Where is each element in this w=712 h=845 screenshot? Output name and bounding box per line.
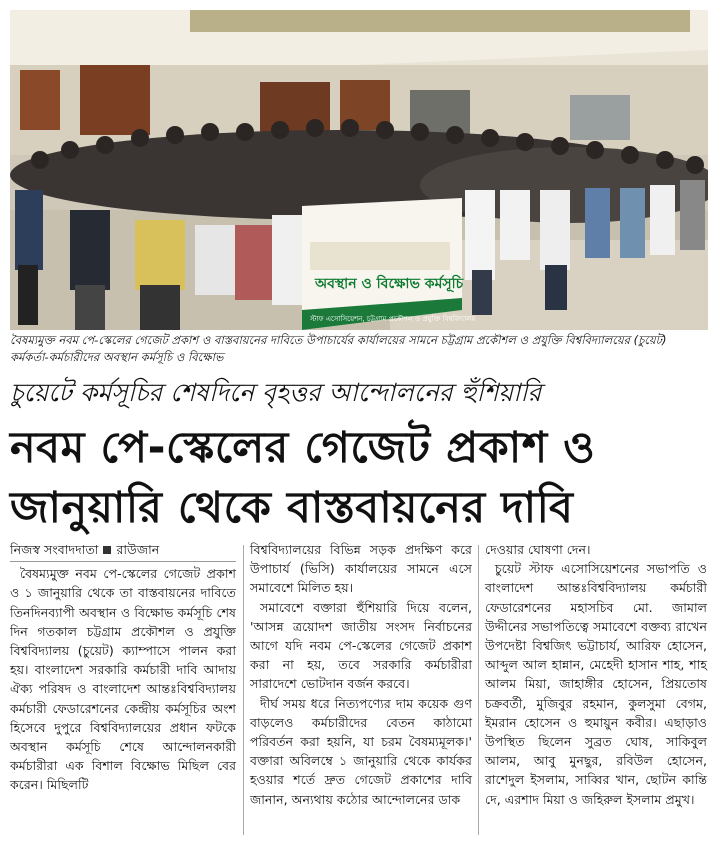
kicker-headline: চুয়েটে কর্মসূচির শেষদিনে বৃহত্তর আন্দোলনের হুঁশিয়ারি <box>10 378 542 407</box>
article-column-1 <box>10 540 236 795</box>
main-headline-line1: নবম পে-স্কেলের গেজেট প্রকাশ ও <box>10 423 596 473</box>
column-divider <box>243 545 244 835</box>
main-headline-line2: জানুয়ারি থেকে বাস্তবায়নের দাবি <box>10 483 574 533</box>
paragraph: দীর্ঘ সময় ধরে নিত্যপণ্যের দাম কয়েক গুণ বাড়লেও কর্মচারীদের বেতন কাঠামো পরিবর্তন করা হয়নি, যা চরম বৈষম্যমূলক।' বক্তারা অবিলম্বে ১ জানুয়ারি থেকে কার্যকর হওয়ার শর্তে দ্রুত গেজেট প্রকাশের দাবি জানান, অন্যথায় কঠোর আন্দোলনের ডাক <box>250 695 472 807</box>
paragraph: সমাবেশে বক্তারা হুঁশিয়ারি দিয়ে বলেন, 'আসন্ন ত্রয়োদশ জাতীয় সংসদ নির্বাচনের আগে যদি নবম পে-স্কেলের গেজেট প্রকাশ করা না হয়, তবে সরকারি কর্মচারীরা সারাদেশে ভোটদান বর্জন করবে। <box>250 599 472 692</box>
dateline-location: রাউজান <box>116 542 160 557</box>
byline <box>10 540 236 562</box>
article-column-2 <box>250 540 472 809</box>
reporter-name: নিজস্ব সংবাদদাতা <box>10 542 99 557</box>
column-divider <box>478 545 479 835</box>
paragraph: দেওয়ার ঘোষণা দেন। <box>485 542 591 557</box>
banner-main-text: অবস্থান ও বিক্ষোভ কর্মসূচি <box>315 276 464 292</box>
paragraph: বৈষম্যমুক্ত নবম পে-স্কেলের গেজেট প্রকাশ ও ১ জানুয়ারি থেকে তা বাস্তবায়নের দাবিতে তিনদিনব্যাপী অবস্থান ও বিক্ষোভ কর্মসূচি শেষ দিন গতকাল চট্টগ্রাম প্রকৌশল ও প্রযুক্তি বিশ্ববিদ্যালয় (চুয়েট) ক্যাম্পাসে পালন করা হয়। বাংলাদেশ সরকারি কর্মচারী দাবি আদায় ঐক্য পরিষদ ও বাংলাদেশ আন্তঃবিশ্ববিদ্যালয় কর্মচারী ফেডারেশনের কেন্দ্রীয় কর্মসূচির অংশ হিসেবে দুপুরে বিশ্ববিদ্যালয়ের প্রধান ফটকে অবস্থান কর্মসূচি শেষে আন্দোলনকারী কর্মচারীরা এক বিশাল বিক্ষোভ মিছিল বের করেন। মিছিলটি <box>10 566 236 793</box>
photo-caption: বৈষম্যমুক্ত নবম পে-স্কেলের গেজেট প্রকাশ ও বাস্তবায়নের দাবিতে উপাচার্যের কার্যালয়ের সামনে চট্টগ্রাম প্রকৌশল ও প্রযুক্তি বিশ্ববিদ্যালয়ের (চুয়েট) কর্মকর্তা-কর্মচারীদের অবস্থান কর্মসূচি ও বিক্ষোভ <box>10 333 667 364</box>
banner-footer-text: স্টাফ এসোসিয়েশন, চট্টগ্রাম প্রকৌশল ও প্রযুক্তি বিশ্ববিদ্যালয় <box>310 315 476 323</box>
paragraph: বিশ্ববিদ্যালয়ের বিভিন্ন সড়ক প্রদক্ষিণ করে উপাচার্য (ভিসি) কার্যালয়ের সামনে এসে সমাবেশে মিলিত হয়। <box>250 542 472 596</box>
article-column-3 <box>485 540 707 809</box>
paragraph: চুয়েট স্টাফ এসোসিয়েশনের সভাপতি ও বাংলাদেশ আন্তঃবিশ্ববিদ্যালয় কর্মচারী ফেডারেশনের মহাসচিব মো. জামাল উদ্দীনের সভাপতিত্বে সমাবেশে বক্তব্য রাখেন উপদেষ্টা বিশ্বজিৎ ভট্টাচার্য, আরিফ হোসেন, আব্দুল আল হান্নান, মেহেদী হাসান শাহ, শাহ আলম মিয়া, জাহাঙ্গীর হোসেন, প্রিয়তোষ চক্রবর্তী, মুজিবুর রহমান, কুলসুমা বেগম, ইমরান হোসেন ও হুমায়ুন কবীর। এছাড়াও উপস্থিত ছিলেন সুব্রত ঘোষ, সাকিবুল আলম, আবু মুনছুর, রবিউল হোসেন, রাশেদুল ইসলাম, সাব্বির খান, ছোটন কান্তি দে, এরশাদ মিয়া ও জহিরুল ইসলাম প্রমুখ। <box>485 561 707 807</box>
news-photo <box>10 10 708 330</box>
square-bullet-icon <box>103 546 111 554</box>
